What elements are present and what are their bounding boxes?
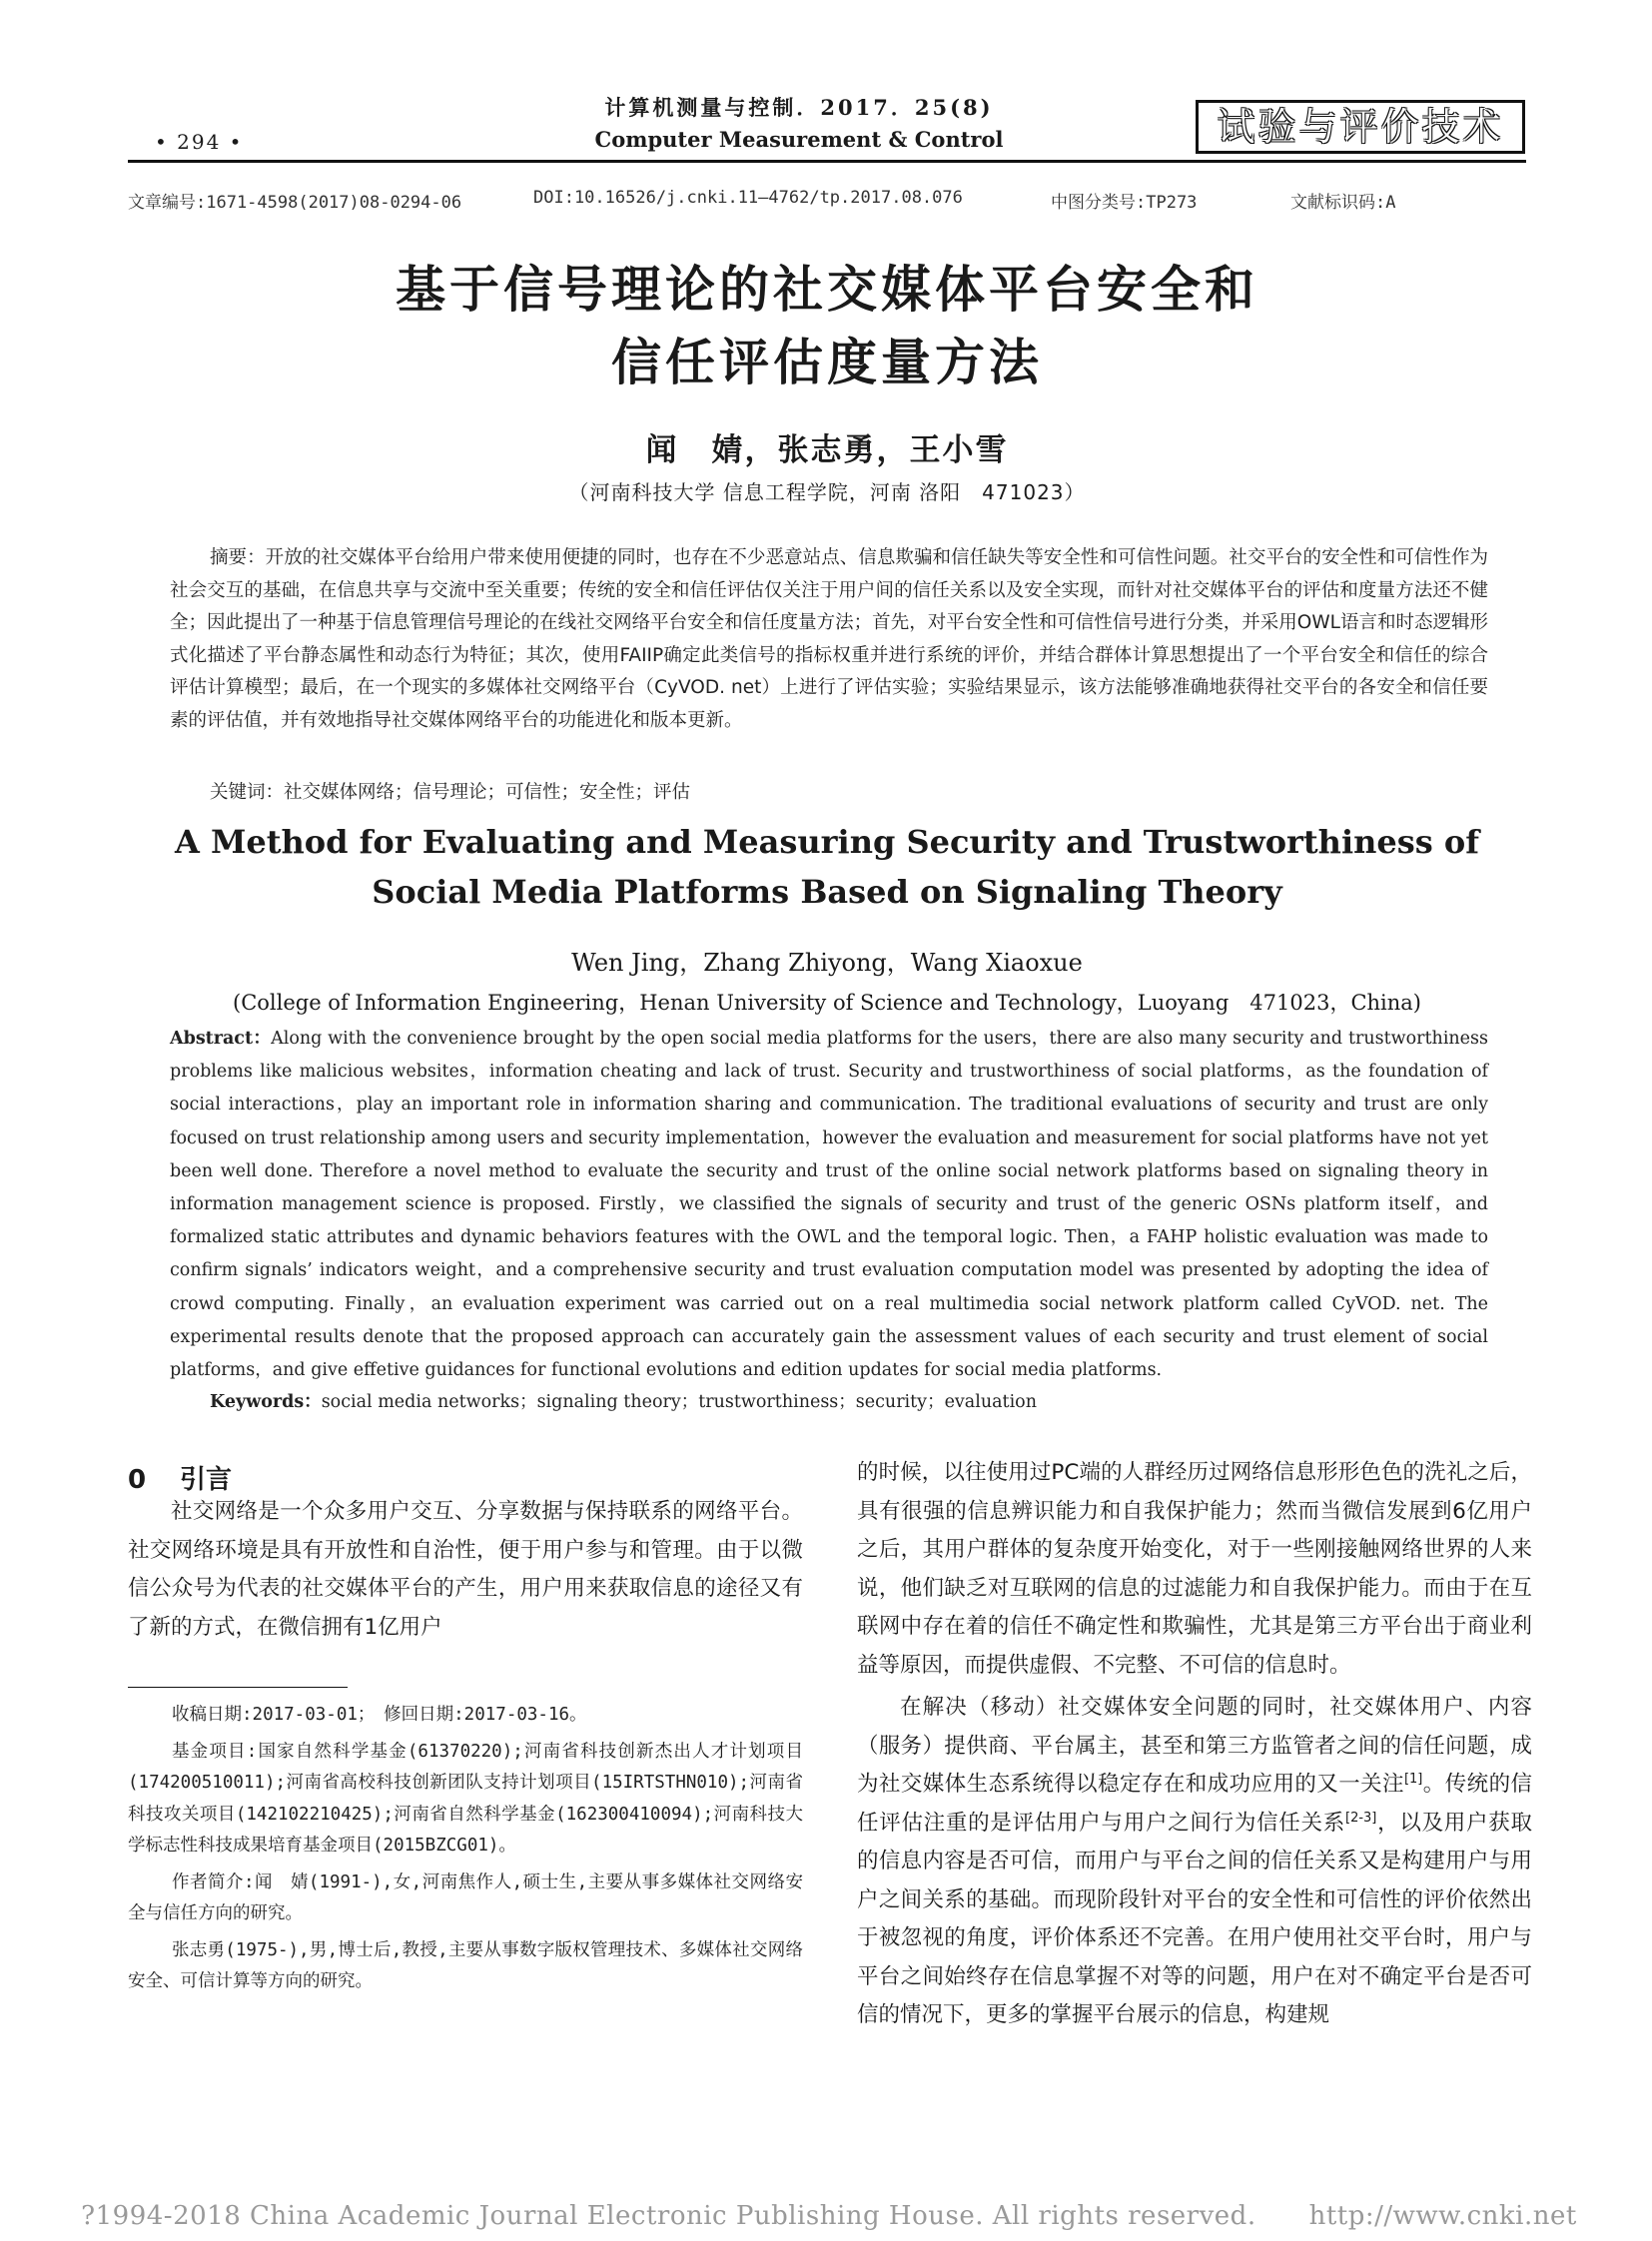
doi: DOI:10.16526/j.cnki.11—4762/tp.2017.08.076 xyxy=(533,188,963,208)
section-label-box: 试验与评价技术 xyxy=(1196,100,1525,154)
title-cn-line1: 基于信号理论的社交媒体平台安全和 xyxy=(396,261,1258,319)
footnote-fund: 基金项目:国家自然科学基金(61370220);河南省科技创新杰出人才计划项目(174200510011);河南省高校科技创新团队支持计划项目(15IRTSTHN010);河南省科技攻关项目(142102210425);河南省自然科学基金(162300410094);河南科技大学标志性科技成果培育基金项目(2015BZCG01)。 xyxy=(128,1741,803,1856)
para2-part-a: 在解决（移动）社交媒体安全问题的同时，社交媒体用户、内容（服务）提供商、平台属主，甚至和第三方监管者之间的信任问题，成为社交媒体生态系统得以稳定存在和成功应用的又一关注 xyxy=(857,1695,1532,1797)
authors-en: Wen Jing，Zhang Zhiyong，Wang Xiaoxue xyxy=(571,949,1083,977)
intro-paragraph-left: 社交网络是一个众多用户交互、分享数据与保持联系的网络平台。社交网络环境是具有开放性和自治性，便于用户参与和管理。由于以微信公众号为代表的社交媒体平台的产生，用户用来获取信息的途径又有了新的方式，在微信拥有1亿用户 xyxy=(128,1499,803,1640)
abstract-cn: 摘要：开放的社交媒体平台给用户带来使用便捷的同时，也存在不少恶意站点、信息欺骗和信任缺失等安全性和可信性问题。社交平台的安全性和可信性作为社会交互的基础，在信息共享与交流中至关重要；传统的安全和信任评估仅关注于用户间的信任关系以及安全实现，而针对社交媒体平台的评估和度量方法还不健全；因此提出了一种基于信息管理信号理论的在线社交网络平台安全和信任度量方法；首先，对平台安全性和可信性信号进行分类，并采用OWL语言和时态逻辑形式化描述了平台静态属性和动态行为特征；其次，使用FAIIP确定此类信号的指标权重并进行系统的评价，并结合群体计算思想提出了一个平台安全和信任的综合评估计算模型；最后，在一个现实的多媒体社交网络平台（CyVOD. net）上进行了评估实验；实验结果显示，该方法能够准确地获得社交平台的各安全和信任要素的评估值，并有效地指导社交媒体网络平台的功能进化和版本更新。 xyxy=(170,547,1488,731)
citation-1[interactable]: [1] xyxy=(1403,1771,1423,1787)
journal-title-en: Computer Measurement & Control xyxy=(594,127,1004,152)
abstract-en-label: Abstract： xyxy=(170,1029,272,1049)
section-title: 引言 xyxy=(180,1465,233,1495)
clc-number: 中图分类号:TP273 xyxy=(1051,193,1198,213)
section-number: 0 xyxy=(128,1465,147,1495)
para2-part-c: ，以及用户获取的信息内容是否可信，而用户与平台之间的信任关系又是构建用户与用户之间关系的基础。而现阶段针对平台的安全性和可信性的评价依然出于被忽视的角度，评价体系还不完善。在用户使用社交平台时，用户与平台之间始终存在信息掌握不对等的问题，用户在对不确定平台是否可信的情况下，更多的掌握平台展示的信息，构建规 xyxy=(857,1810,1532,2027)
header-rule xyxy=(128,160,1526,163)
title-en-line1: A Method for Evaluating and Measuring Security and Trustworthiness of xyxy=(175,823,1479,861)
article-number: 文章编号:1671-4598(2017)08-0294-06 xyxy=(128,193,462,213)
copyright-footer: ?1994-2018 China Academic Journal Electronic Publishing House. All rights reserved. http://www.cnki.net xyxy=(81,2201,1577,2231)
affiliation-cn: （河南科技大学 信息工程学院，河南 洛阳 471023） xyxy=(568,480,1086,504)
abstract-en-text: Along with the convenience brought by the open social media platforms for the users，there are also many security and trustworthiness problems like malicious websites，information cheating and lack of trust. Security and trustworthiness of social platforms，as the foundation of social interactions，play an important role in information sharing and communication. The traditional evaluations of security and trust are only focused on trust relationship among users and security implementation，however the evaluation and measurement for social platforms have not yet been well done. Therefore a novel method to evaluate the security and trust of the online social network platforms based on signaling theory in information management science is proposed. Firstly，we classified the signals of security and trust of the generic OSNs platform itself，and formalized static attributes and dynamic behaviors features with the OWL and the temporal logic. Then，a FAHP holistic evaluation was made to confirm signals’ indicators weight，and a comprehensive security and trust evaluation computation model was presented by adopting the idea of crowd computing. Finally，an evaluation experiment was carried out on a real multimedia social network platform called CyVOD. net. The experimental results denote that the proposed approach can accurately gain the assessment values of each security and trust element of social platforms，and give effetive guidances for functional evolutions and edition updates for social media platforms. xyxy=(170,1029,1488,1381)
affiliation-en: (College of Information Engineering，Henan University of Science and Technology，Luoyang 471023，China) xyxy=(233,991,1421,1015)
journal-title-cn: 计算机测量与控制．2017．25(8) xyxy=(604,95,994,120)
title-en-line2: Social Media Platforms Based on Signaling Theory xyxy=(372,873,1282,911)
title-cn-line2: 信任评估度量方法 xyxy=(611,334,1043,391)
page-number: • 294 • xyxy=(155,130,244,154)
intro-paragraph-right-1: 的时候，以往使用过PC端的人群经历过网络信息形形色色的洗礼之后，具有很强的信息辨识能力和自我保护能力；然而当微信发展到6亿用户之后，其用户群体的复杂度开始变化，对于一些刚接触网络世界的人来说，他们缺乏对互联网的信息的过滤能力和自我保护能力。而由于在互联网中存在着的信任不确定性和欺骗性，尤其是第三方平台出于商业利益等原因，而提供虚假、不完整、不可信的信息时。 xyxy=(857,1460,1532,1678)
keywords-cn: 关键词：社交媒体网络；信号理论；可信性；安全性；评估 xyxy=(210,782,691,803)
authors-cn: 闻 婧，张志勇，王小雪 xyxy=(645,432,1009,468)
footnote-rule xyxy=(128,1687,348,1688)
intro-paragraph-right-2 xyxy=(857,1689,1532,2035)
document-code: 文献标识码:A xyxy=(1290,193,1396,213)
citation-2-3[interactable]: [2-3] xyxy=(1345,1810,1377,1826)
keywords-en-text: social media networks；signaling theory；trustworthiness；security；evaluation xyxy=(321,1392,1037,1412)
para2-part-b: 。传统的信任评估注重的是评估用户与用户之间行为信任关系 xyxy=(857,1772,1532,1836)
footnote-received: 收稿日期:2017-03-01； 修回日期:2017-03-16。 xyxy=(172,1705,587,1725)
footnote-author2: 张志勇(1975-),男,博士后,教授,主要从事数字版权管理技术、多媒体社交网络安全、可信计算等方向的研究。 xyxy=(128,1939,803,1991)
keywords-en-label: Keywords： xyxy=(210,1392,322,1412)
footnote-author1: 作者简介:闻 婧(1991-),女,河南焦作人,硕士生,主要从事多媒体社交网络安全与信任方向的研究。 xyxy=(128,1871,803,1923)
abstract-en xyxy=(170,1023,1488,1387)
keywords-en xyxy=(210,1388,1037,1413)
intro-right-column xyxy=(857,1454,1532,2035)
footnotes xyxy=(128,1700,803,2003)
section-heading xyxy=(128,1459,803,1496)
